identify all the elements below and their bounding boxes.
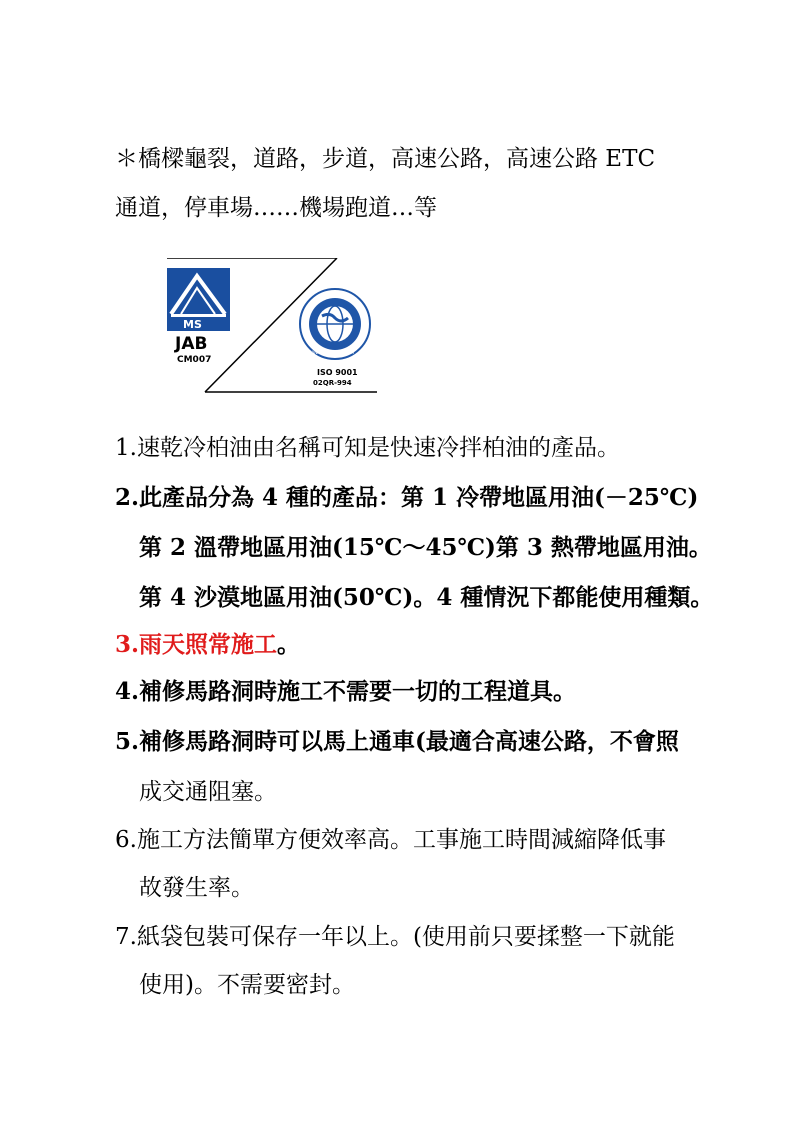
point-1: 1.速乾冷柏油由名稱可知是快速冷拌柏油的產品。	[115, 435, 620, 461]
point-4: 4.補修馬路洞時施工不需要一切的工程道具。	[115, 678, 577, 705]
jab-ms-logo	[167, 268, 230, 365]
iso-text: ISO 9001	[317, 368, 358, 377]
certification-graphic	[165, 258, 380, 396]
point-5-line-1: 5.補修馬路洞時可以馬上通車(最適合高速公路，不會照	[115, 728, 679, 755]
point-2-line-3: 第 4 沙漠地區用油(50℃)。4 種情況下都能使用種類。	[139, 584, 714, 611]
intro-line-2: 通道，停車場……機場跑道…等	[115, 195, 437, 221]
point-2-line-1: 2.此產品分為 4 種的產品：第 1 冷帶地區用油(－25℃)	[115, 484, 699, 511]
khk-text: KHK	[323, 291, 343, 300]
ms-logo-text: MS	[183, 318, 202, 331]
iso-code-text: 02QR-994	[313, 379, 352, 387]
cm-number-text: CM007	[177, 355, 212, 365]
point-3-suffix: 。	[277, 631, 301, 658]
ring-text: MANAGEMENT SYSTEM	[308, 350, 355, 355]
point-3	[115, 630, 300, 660]
point-6-line-2: 故發生率。	[139, 875, 254, 901]
point-7-line-1: 7.紙袋包裝可保存一年以上。(使用前只要揉整一下就能	[115, 924, 675, 950]
certification-logos	[165, 258, 380, 396]
point-5-line-2: 成交通阻塞。	[139, 779, 277, 805]
khk-iso-logo	[300, 289, 370, 387]
point-2-line-2: 第 2 溫帶地區用油(15℃～45℃)第 3 熱帶地區用油。	[139, 534, 712, 561]
intro-line-1: ＊橋樑龜裂，道路，步道，高速公路，高速公路 ETC	[115, 146, 656, 172]
point-6-line-1: 6.施工方法簡單方便效率高。工事施工時間減縮降低事	[115, 827, 666, 853]
point-3-highlight: 3.雨天照常施工	[115, 631, 278, 658]
point-7-line-2: 使用)。不需要密封。	[139, 972, 355, 998]
jab-text: JAB	[175, 334, 208, 354]
